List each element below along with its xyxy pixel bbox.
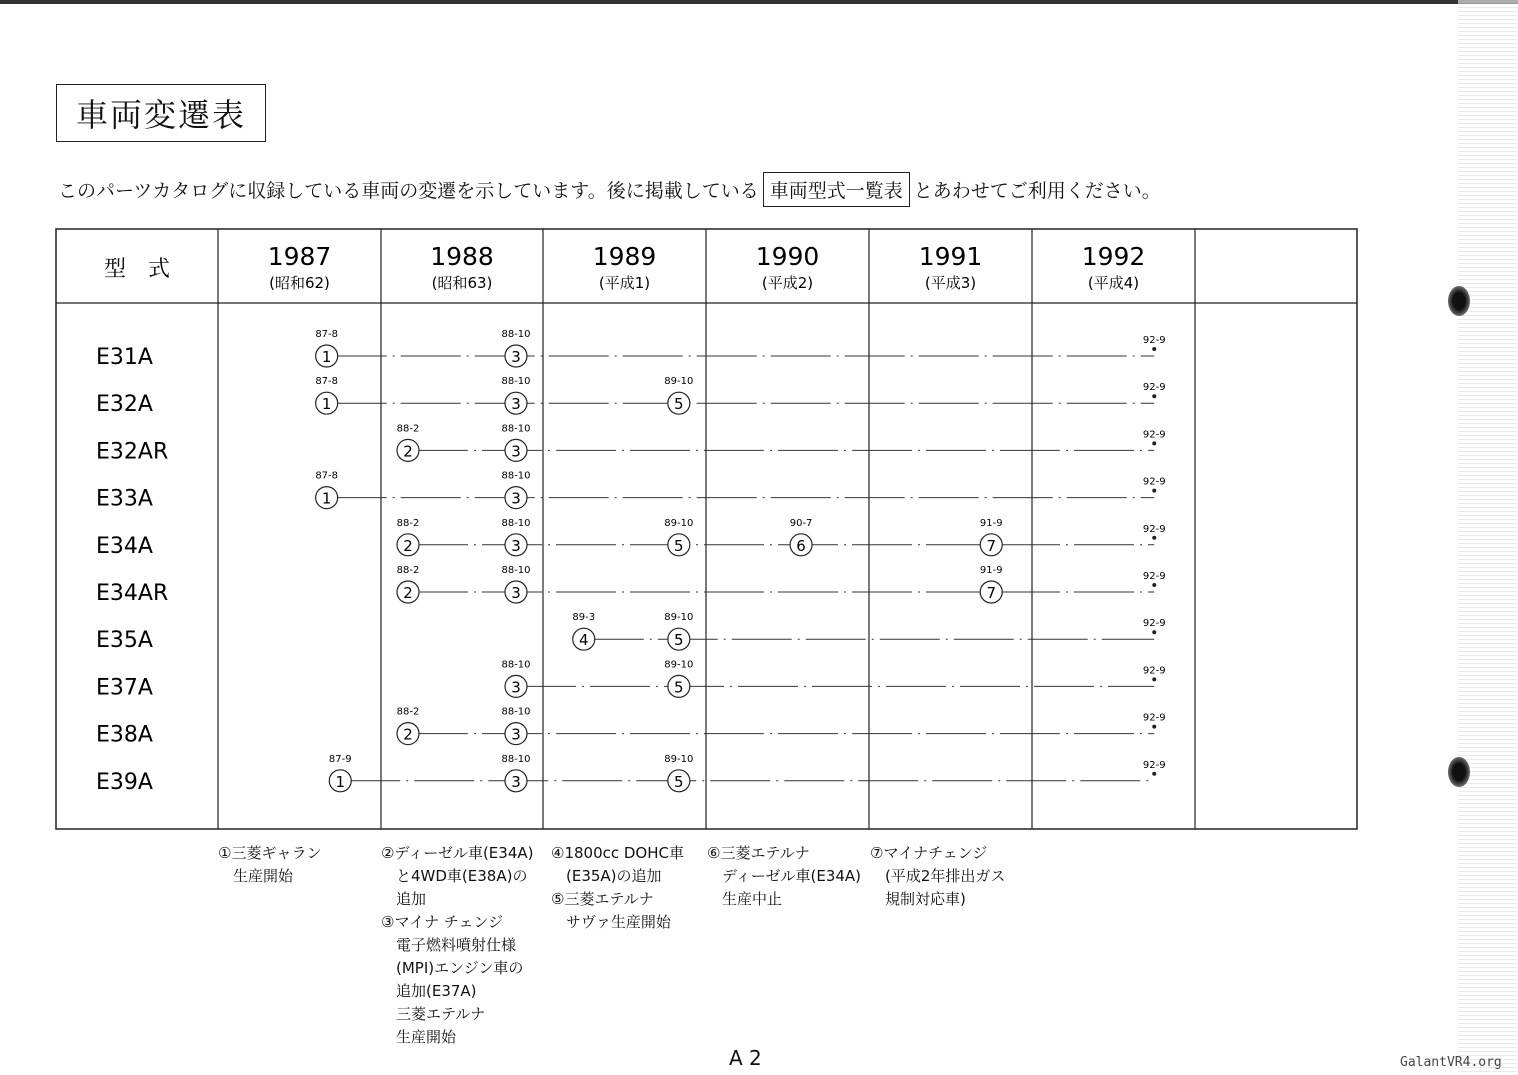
- page-number: A 2: [729, 1046, 762, 1070]
- event-number: 3: [511, 536, 521, 555]
- event-number: 5: [674, 395, 684, 414]
- event-date: 87-9: [328, 753, 352, 765]
- event-date: 88-10: [501, 517, 531, 529]
- end-dot: [1152, 725, 1156, 729]
- intro-after: とあわせてご利用ください。: [913, 179, 1161, 202]
- model-label: E38A: [96, 722, 153, 748]
- event-date: 87-8: [315, 376, 339, 388]
- event-date: 88-2: [396, 423, 420, 435]
- event-date: 88-2: [396, 517, 420, 529]
- event-date: 89-10: [664, 517, 694, 529]
- event-date: 89-3: [572, 612, 596, 624]
- event-number: 5: [674, 678, 684, 697]
- model-label: E32AR: [96, 439, 169, 465]
- end-date: 92-9: [1142, 571, 1166, 582]
- event-number: 3: [511, 395, 521, 414]
- event-number: 1: [321, 489, 332, 508]
- event-date: 88-10: [501, 659, 531, 671]
- event-date: 88-2: [396, 706, 420, 718]
- era-label: (平成3): [924, 274, 977, 292]
- binder-hole-bottom: [1448, 757, 1470, 787]
- end-date: 92-9: [1142, 429, 1166, 441]
- end-date: 92-9: [1142, 759, 1166, 771]
- event-number: 1: [335, 772, 346, 791]
- event-number: 7: [986, 536, 997, 555]
- event-date: 89-10: [664, 659, 694, 671]
- year-label: 1989: [592, 242, 657, 271]
- end-dot: [1152, 441, 1156, 445]
- event-number: 3: [511, 442, 521, 461]
- event-date: 88-10: [501, 753, 531, 765]
- model-label: E39A: [96, 769, 153, 795]
- era-label: (昭和62): [269, 274, 330, 292]
- event-date: 88-10: [501, 470, 531, 482]
- event-number: 3: [511, 489, 521, 508]
- event-date: 88-10: [501, 565, 531, 576]
- era-label: (平成2): [761, 274, 814, 292]
- event-date: 88-10: [501, 376, 531, 388]
- model-label: E33A: [96, 486, 153, 512]
- event-number: 2: [403, 725, 413, 744]
- event-date: 88-10: [501, 329, 531, 340]
- event-number: 5: [674, 631, 684, 650]
- event-date: 91-9: [979, 517, 1003, 529]
- end-dot: [1152, 772, 1156, 776]
- event-date: 89-10: [664, 612, 694, 624]
- watermark: GalantVR4.org: [1400, 1055, 1502, 1070]
- year-label: 1992: [1081, 242, 1146, 271]
- event-number: 1: [321, 348, 332, 366]
- end-date: 92-9: [1142, 665, 1166, 677]
- binder-hole-top: [1448, 286, 1470, 316]
- model-label: E31A: [96, 345, 153, 370]
- year-label: 1987: [267, 242, 332, 271]
- era-label: (平成4): [1087, 274, 1140, 292]
- intro-boxed-reference: 車両型式一覧表: [763, 172, 910, 207]
- footnote-1: ①三菱ギャラン 生産開始: [218, 844, 322, 885]
- model-label: E37A: [96, 675, 153, 701]
- event-number: 3: [511, 725, 521, 744]
- end-dot: [1152, 630, 1156, 634]
- end-dot: [1152, 394, 1156, 398]
- end-dot: [1152, 677, 1156, 681]
- event-number: 2: [403, 584, 413, 602]
- event-number: 5: [674, 536, 684, 555]
- event-number: 2: [403, 442, 413, 461]
- event-number: 4: [578, 631, 589, 650]
- era-label: (昭和63): [431, 274, 493, 292]
- event-number: 6: [796, 536, 806, 555]
- event-number: 3: [511, 772, 521, 791]
- model-header: 型 式: [103, 257, 171, 282]
- footnote-2-3: ②ディーゼル車(E34A) と4WD車(E38A)の 追加 ③マイナ チェンジ 電子燃料噴射仕様 (MPI)エンジン車の 追加(E37A) 三菱エテルナ 生産開始: [381, 844, 534, 1046]
- year-label: 1988: [430, 242, 494, 271]
- event-date: 88-2: [396, 565, 420, 576]
- page-title: 車両変遷表: [56, 84, 266, 142]
- event-date: 88-10: [501, 423, 531, 435]
- end-dot: [1152, 536, 1156, 540]
- footnote-6: ⑥三菱エテルナ ディーゼル車(E34A) 生産中止: [707, 844, 862, 908]
- event-date: 91-9: [979, 565, 1003, 576]
- model-label: E32A: [96, 392, 153, 418]
- end-date: 92-9: [1142, 523, 1166, 535]
- event-date: 88-10: [501, 706, 531, 718]
- intro-before: このパーツカタログに収録している車両の変遷を示しています。後に掲載している: [58, 179, 759, 202]
- end-date: 92-9: [1142, 712, 1166, 724]
- end-date: 92-9: [1142, 618, 1166, 630]
- era-label: (平成1): [598, 274, 651, 292]
- event-number: 5: [674, 772, 684, 791]
- model-label: E34AR: [96, 581, 169, 606]
- end-date: 92-9: [1142, 382, 1166, 394]
- footnote-7: ⑦マイナチェンジ (平成2年排出ガス 規制対応車): [870, 844, 1006, 908]
- model-label: E35A: [96, 628, 153, 654]
- event-date: 87-8: [315, 329, 339, 340]
- event-date: 89-10: [664, 753, 694, 765]
- end-dot: [1152, 489, 1156, 493]
- end-dot: [1152, 583, 1156, 587]
- end-dot: [1152, 347, 1156, 351]
- year-label: 1990: [755, 242, 820, 271]
- event-date: 87-8: [315, 470, 339, 482]
- event-number: 7: [986, 584, 997, 602]
- end-date: 92-9: [1142, 335, 1166, 346]
- event-number: 1: [321, 395, 332, 414]
- event-number: 3: [511, 584, 521, 602]
- end-date: 92-9: [1142, 476, 1166, 488]
- year-label: 1991: [918, 242, 983, 271]
- event-date: 90-7: [789, 517, 813, 529]
- event-number: 3: [511, 678, 521, 697]
- event-number: 2: [403, 536, 413, 555]
- event-number: 3: [511, 348, 521, 366]
- event-date: 89-10: [664, 376, 694, 388]
- footnote-4-5: ④1800cc DOHC車 (E35A)の追加 ⑤三菱エテルナ サヴァ生産開始: [551, 844, 684, 931]
- model-label: E34A: [96, 533, 153, 559]
